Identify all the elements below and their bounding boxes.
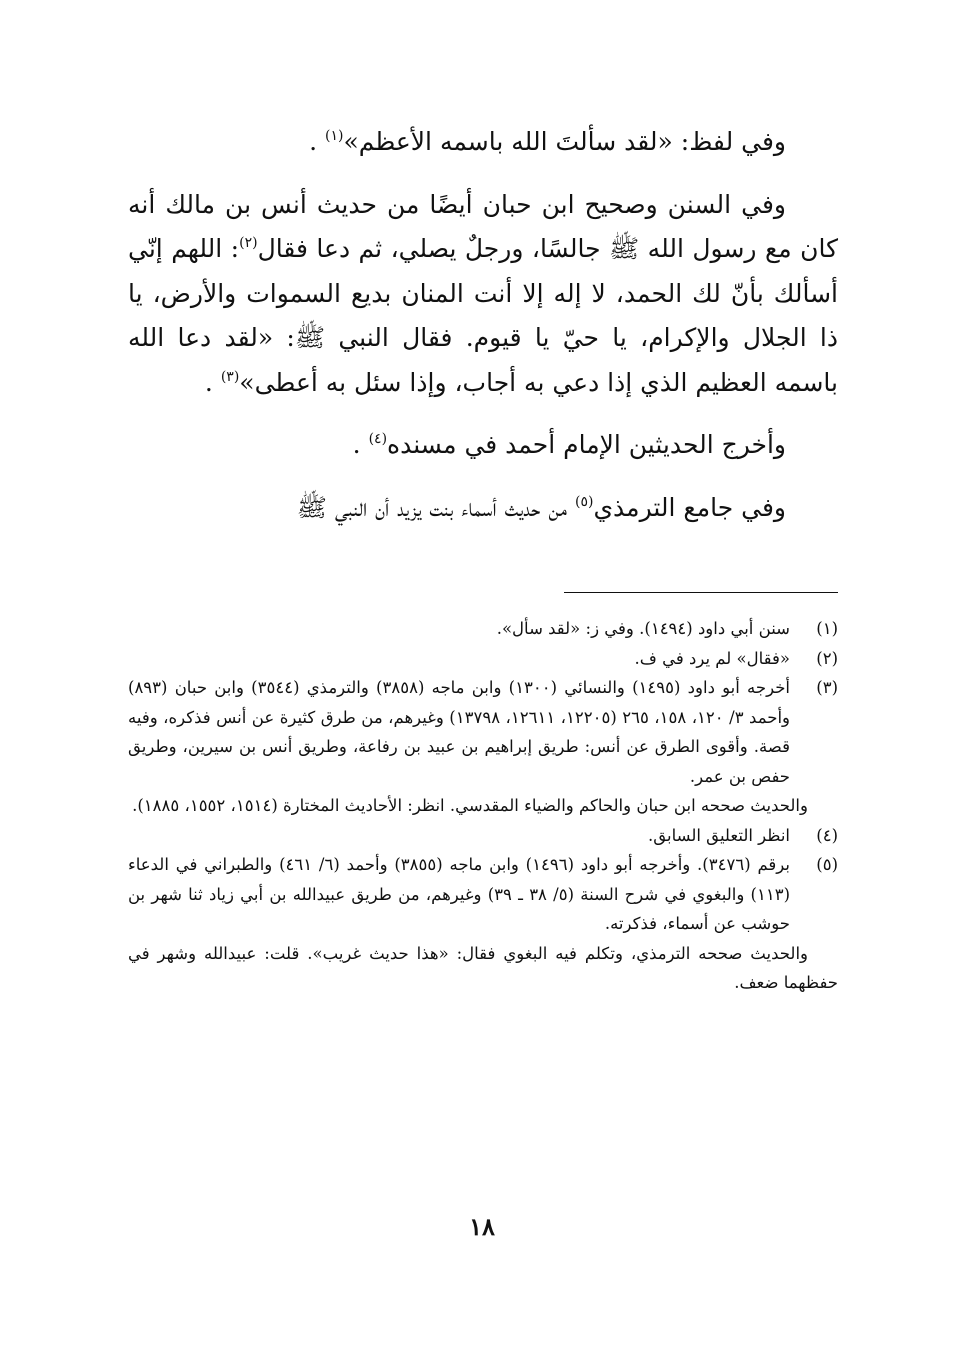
footnote-number: (٣) (816, 678, 838, 697)
footnotes (128, 614, 838, 998)
footnote-2 (128, 644, 838, 674)
footnote-text: «فقال» لم يرد في ف. (634, 648, 790, 668)
paragraph-1: وفي لفظ: «لقد سألتَ الله باسمه الأعظم»$^{(١)}$ . (309, 127, 786, 156)
footnote-3 (128, 673, 838, 791)
footnote-ref-1[interactable]: (١) (324, 128, 344, 144)
footnote-ref-5[interactable]: (٥) (575, 493, 594, 510)
footnote-ref-3[interactable]: (٣) (220, 368, 240, 385)
footnote-5-continuation: والحديث صححه الترمذي، وتكلم فيه البغوي فقال: «هذا حديث غريب». قلت: عبيدالله وشهر في حفظهما ضعف. (128, 943, 838, 992)
footnote-ref-4[interactable]: (٤) (368, 431, 388, 447)
paragraph-4: وفي جامع الترمذي$^{(٥)}$ من حديث أسماء بنت يزيد أن النبي ﷺ (296, 492, 786, 522)
footnote-3-continuation: والحديث صححه ابن حبان والحاكم والضياء المقدسي. انظر: الأحاديث المختارة (١٥١٤، ١٥٥٢، ١٨٨٥). (132, 796, 808, 815)
footnote-ref-2[interactable]: (٢) (239, 235, 258, 251)
footnote-number: (٢) (816, 648, 838, 668)
footnote-text: سنن أبي داود (١٤٩٤). وفي ز: «لقد سأل». (496, 619, 790, 638)
page-number: ١٨ (469, 1212, 495, 1241)
footnote-number: (١) (816, 619, 838, 638)
footnote-separator (564, 592, 838, 593)
main-text (128, 120, 838, 530)
footnote-text: أخرجه أبو داود (١٤٩٥) والنسائي (١٣٠٠) وابن ماجه (٣٨٥٨) والترمذي (٣٥٤٤) وابن حبان (٨٩٣) وأحمد ٣/ ١٢٠، ١٥٨، ٢٦٥ (١٢٢٠٥، ١٢٦١١، ١٣٧٩٨) وغيرهم، من طرق كثيرة عن أنس فذكره، وفيه قصة. وأقوى الطرق عن أنس: طريق إبراهيم بن عبيد بن رفاعة، وطريق أنس بن سيرين، وطريق حفص بن عمر. (128, 678, 790, 786)
footnote-4 (128, 821, 838, 851)
footnote-number: (٤) (816, 825, 838, 845)
paragraph-3: وأخرج الحديثين الإمام أحمد في مسنده$^{(٤)}$ . (352, 430, 786, 459)
footnote-number: (٥) (816, 855, 838, 874)
footnote-1 (128, 614, 838, 644)
footnote-5 (128, 850, 838, 939)
footnote-text: انظر التعليق السابق. (647, 825, 790, 845)
footnote-text: برقم (٣٤٧٦). وأخرجه أبو داود (١٤٩٦) وابن ماجه (٣٨٥٥) وأحمد (٦/ ٤٦١) والطبراني في الدعاء (١١٣) والبغوي في شرح السنة (٥/ ٣٨ ـ ٣٩) وغيرهم، من طريق عبيدالله بن أبي زياد ثنا شهر بن حوشب عن أسماء، فذكرته. (128, 855, 791, 933)
paragraph-2: وفي السنن وصحيح ابن حبان أيضًا من حديث أنس بن مالك أنه كان مع رسول الله ﷺ جالسًا، ورجلٌ يصلي، ثم دعا فقال$^{(٢)}$: اللهم إنّي أسألك بأنّ لك الحمد، لا إله إلا أنت المنان بديع السموات والأرض، يا ذا الجلال والإكرام، يا حيّ يا قيوم. فقال النبي ﷺ: «لقد دعا الله باسمه العظيم الذي إذا دعي به أجاب، وإذا سئل به أعطى»$^{(٣)}$ . (128, 189, 838, 397)
